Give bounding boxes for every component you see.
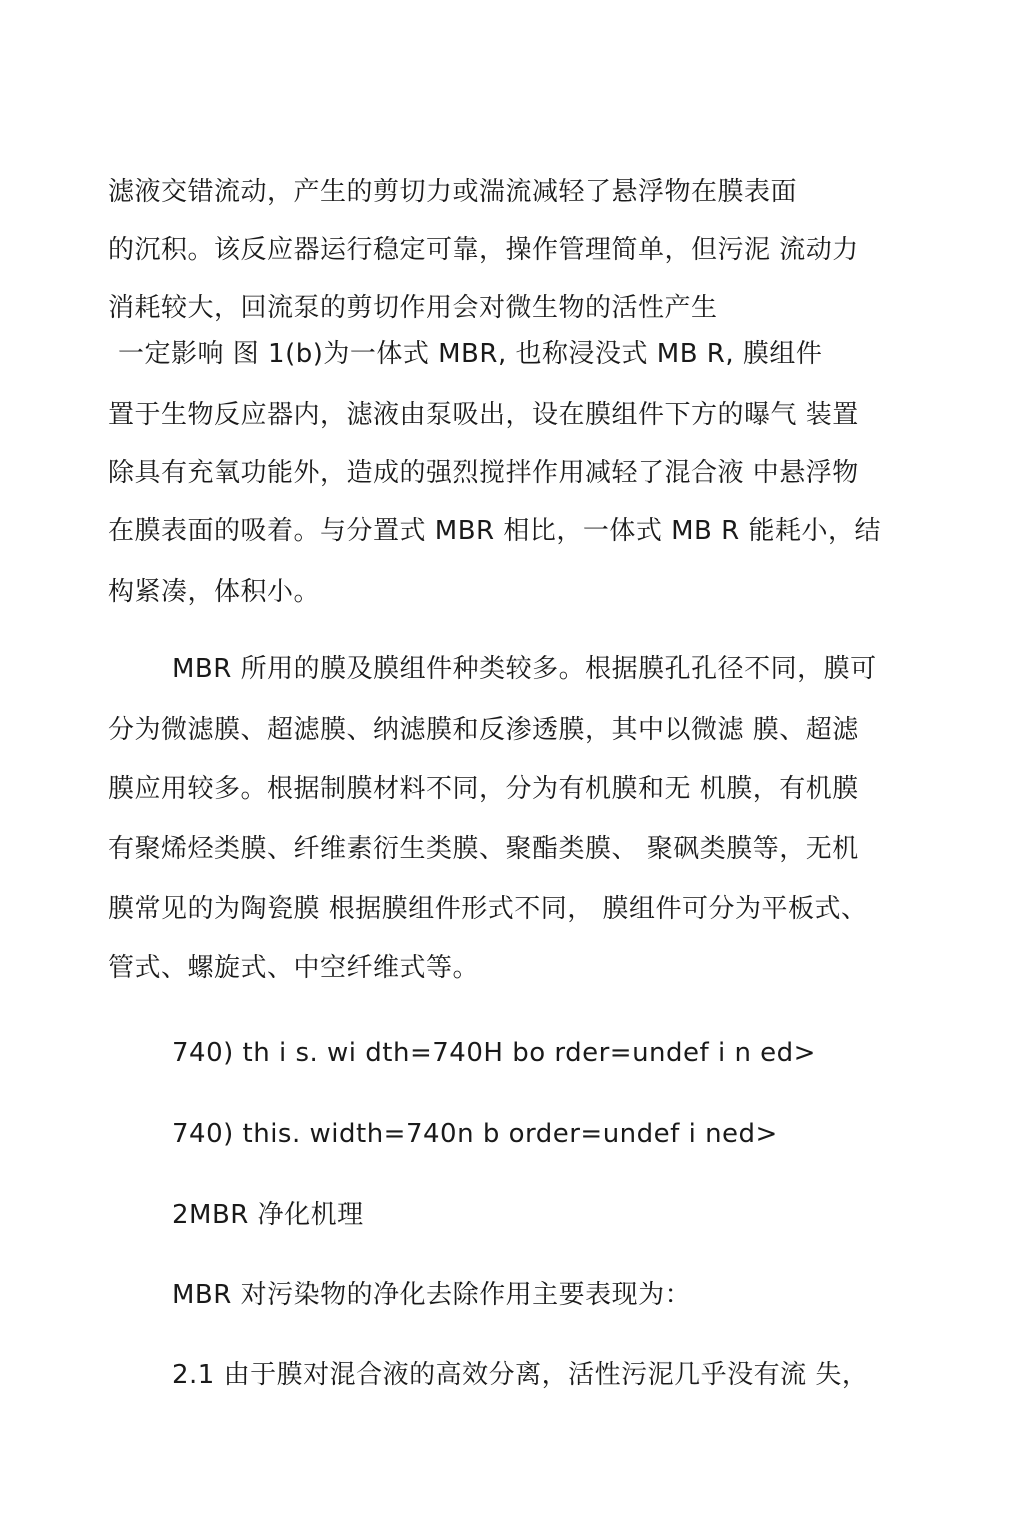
text-line: 置于生物反应器内，滤液由泵吸出，设在膜组件下方的曝气 装置 xyxy=(108,400,859,430)
text-line: 膜应用较多。根据制膜材料不同，分为有机膜和无 机膜，有机膜 xyxy=(108,774,859,804)
text-line: MBR 对污染物的净化去除作用主要表现为： xyxy=(172,1280,692,1310)
text-line: 有聚烯烃类膜、纤维素衍生类膜、聚酯类膜、 聚砜类膜等，无机 xyxy=(108,834,859,864)
section-heading: 2MBR 净化机理 xyxy=(172,1200,364,1230)
text-line: 的沉积。该反应器运行稳定可靠，操作管理简单，但污泥 流动力 xyxy=(108,235,859,265)
text-line: 分为微滤膜、超滤膜、纳滤膜和反渗透膜，其中以微滤 膜、超滤 xyxy=(108,715,859,745)
text-line: 构紧凑，体积小。 xyxy=(108,577,321,607)
text-line: 消耗较大，回流泵的剪切作用会对微生物的活性产生 xyxy=(108,293,718,323)
text-line: 除具有充氧功能外，造成的强烈搅拌作用减轻了混合液 中悬浮物 xyxy=(108,458,859,488)
text-line: 管式、螺旋式、中空纤维式等。 xyxy=(108,953,480,983)
image-code-line: 740) th i s. wi dth=740H bo rder=undef i n ed> xyxy=(172,1038,816,1068)
image-code-line: 740) this. width=740n b order=undef i ned> xyxy=(172,1119,778,1149)
text-line: 2.1 由于膜对混合液的高效分离，活性污泥几乎没有流 失， xyxy=(172,1360,869,1390)
paragraph-start-line: MBR 所用的膜及膜组件种类较多。根据膜孔孔径不同，膜可 xyxy=(172,654,877,684)
text-line: 在膜表面的吸着。与分置式 MBR 相比，一体式 MB R 能耗小，结 xyxy=(108,516,881,546)
text-line: 滤液交错流动，产生的剪切力或湍流减轻了悬浮物在膜表面 xyxy=(108,177,798,207)
text-line: 一定影响 图 1(b)为一体式 MBR, 也称浸没式 MB R, 膜组件 xyxy=(118,339,823,369)
text-line: 膜常见的为陶瓷膜 根据膜组件形式不同， 膜组件可分为平板式、 xyxy=(108,894,868,924)
